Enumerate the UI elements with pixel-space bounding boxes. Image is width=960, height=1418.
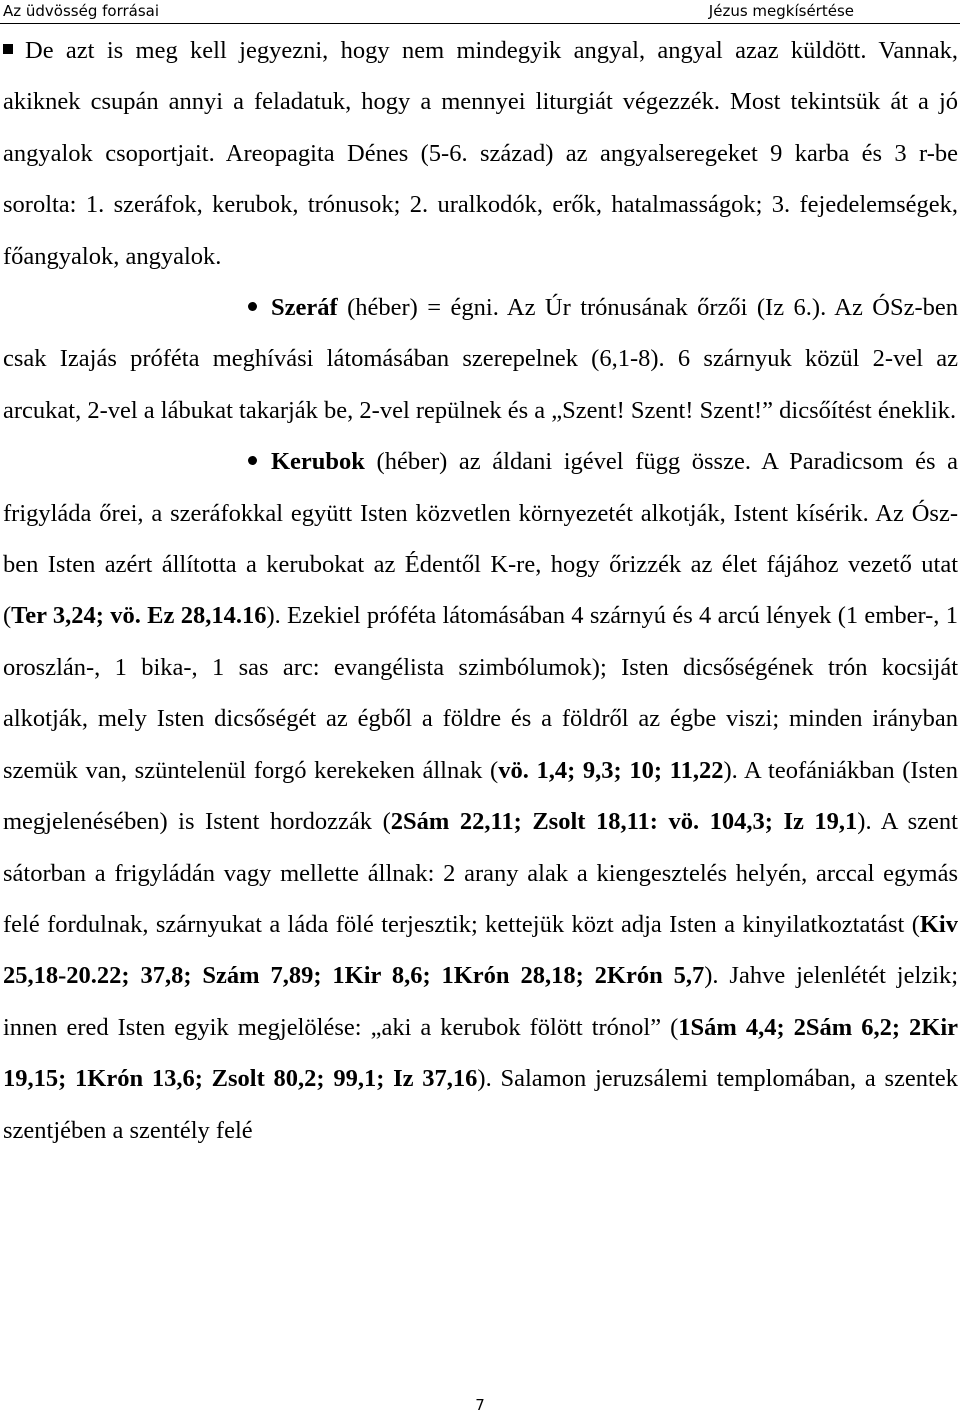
- paragraph-run: (héber) = égni. Az Úr trónusának őrzői (Iz 6.). Az ÓSz-ben csak Izajás próféta meghívási látomásában szerepelnek (6,1-8). 6 szárnyuk közül 2-vel az arcukat, 2-vel a lábukat takarják be, 2-vel repülnek és a „Szent! Szent! Szent!” dicsőítést éneklik.: [3, 294, 958, 424]
- bible-reference: Ter 3,24; vö. Ez 28,14.16: [11, 602, 267, 630]
- bible-reference: 1Sám 4,4; 2Sám 6,2; 2Kir 19,15; 1Krón 13,6; Zsolt 80,2; 99,1; Iz 37,16: [3, 1013, 958, 1093]
- header-chapter-title: Jézus megkísértése: [708, 2, 854, 20]
- paragraph-run: ). A szent sátorban a frigyládán vagy mellette állnak: 2 arany alak a kiengesztelés helyén, arccal egymás felé fordulnak, szárnyukat a láda fölé terjesztik; kettejük közt adja Isten a kinyilatkoztatást (: [3, 808, 958, 938]
- paragraph-cherubim: [3, 436, 958, 1156]
- bible-reference: 2Sám 22,11; Zsolt 18,11: vö. 104,3; Iz 19,1: [390, 808, 858, 836]
- square-bullet-icon: [3, 44, 13, 54]
- page-footer: [0, 1395, 960, 1415]
- paragraph-run: ). Ezekiel próféta látomásában 4 szárnyú és 4 arcú lények (1 ember-, 1 oroszlán-, 1 bika-, 1 sas arc: evangélista szimbólumok); Isten dicsőségének trón kocsiját alkotják, mely Isten dicsőségét az égből a földre és a földről az égbe viszi; minden irányban szemük van, szüntelenül forgó kerekeken állnak (: [3, 602, 958, 784]
- header-divider: [0, 23, 960, 24]
- term-cherubim: Kerubok: [271, 448, 365, 476]
- body-text: [3, 25, 958, 1156]
- header-book-title: Az üdvösség forrásai: [3, 2, 160, 20]
- bible-reference: Kiv 25,18-20.22; 37,8; Szám 7,89; 1Kir 8,6; 1Krón 28,18; 2Krón 5,7: [3, 910, 958, 990]
- page-number: 7: [475, 1396, 485, 1414]
- round-bullet-icon: [248, 456, 257, 465]
- paragraph-angel-hierarchy: [3, 25, 958, 282]
- paragraph-seraph: [3, 282, 958, 436]
- paragraph-run: ). Salamon jeruzsálemi templomában, a szentek szentjében a szentély felé: [3, 1065, 958, 1144]
- page-header: [0, 0, 960, 24]
- paragraph-run: ). Jahve jelenlétét jelzik; innen ered Isten egyik megjelölése: „aki a kerubok fölött trónol” (: [3, 962, 959, 1041]
- paragraph-run: ). A teofániákban (Isten megjelenésében) is Istent hordozzák (: [3, 756, 959, 836]
- paragraph-run: (héber) az áldani igével függ össze. A Paradicsom és a frigyláda őrei, a szeráfokkal együtt Isten közvetlen környezetét alkotják, Istent kísérik. Az Ósz-ben Isten azért állította a kerubokat az Édentől K-re, hogy őrizzék az élet fájához vezető utat (: [3, 448, 958, 630]
- round-bullet-icon: [248, 302, 257, 311]
- paragraph-run: De azt is meg kell jegyezni, hogy nem mindegyik angyal, angyal azaz küldött. Vannak, akiknek csupán annyi a feladatuk, hogy a mennyei liturgiát végezzék. Most tekintsük át a jó angyalok csoportjait. Areopagita Dénes (5-6. század) az angyalseregeket 9 karba és 3 r-be sorolta: 1. szeráfok, kerubok, trónusok; 2. uralkodók, erők, hatalmasságok; 3. fejedelemségek, főangyalok, angyalok.: [3, 37, 958, 270]
- bible-reference: vö. 1,4; 9,3; 10; 11,22: [498, 756, 724, 784]
- term-seraph: Szeráf: [271, 294, 338, 322]
